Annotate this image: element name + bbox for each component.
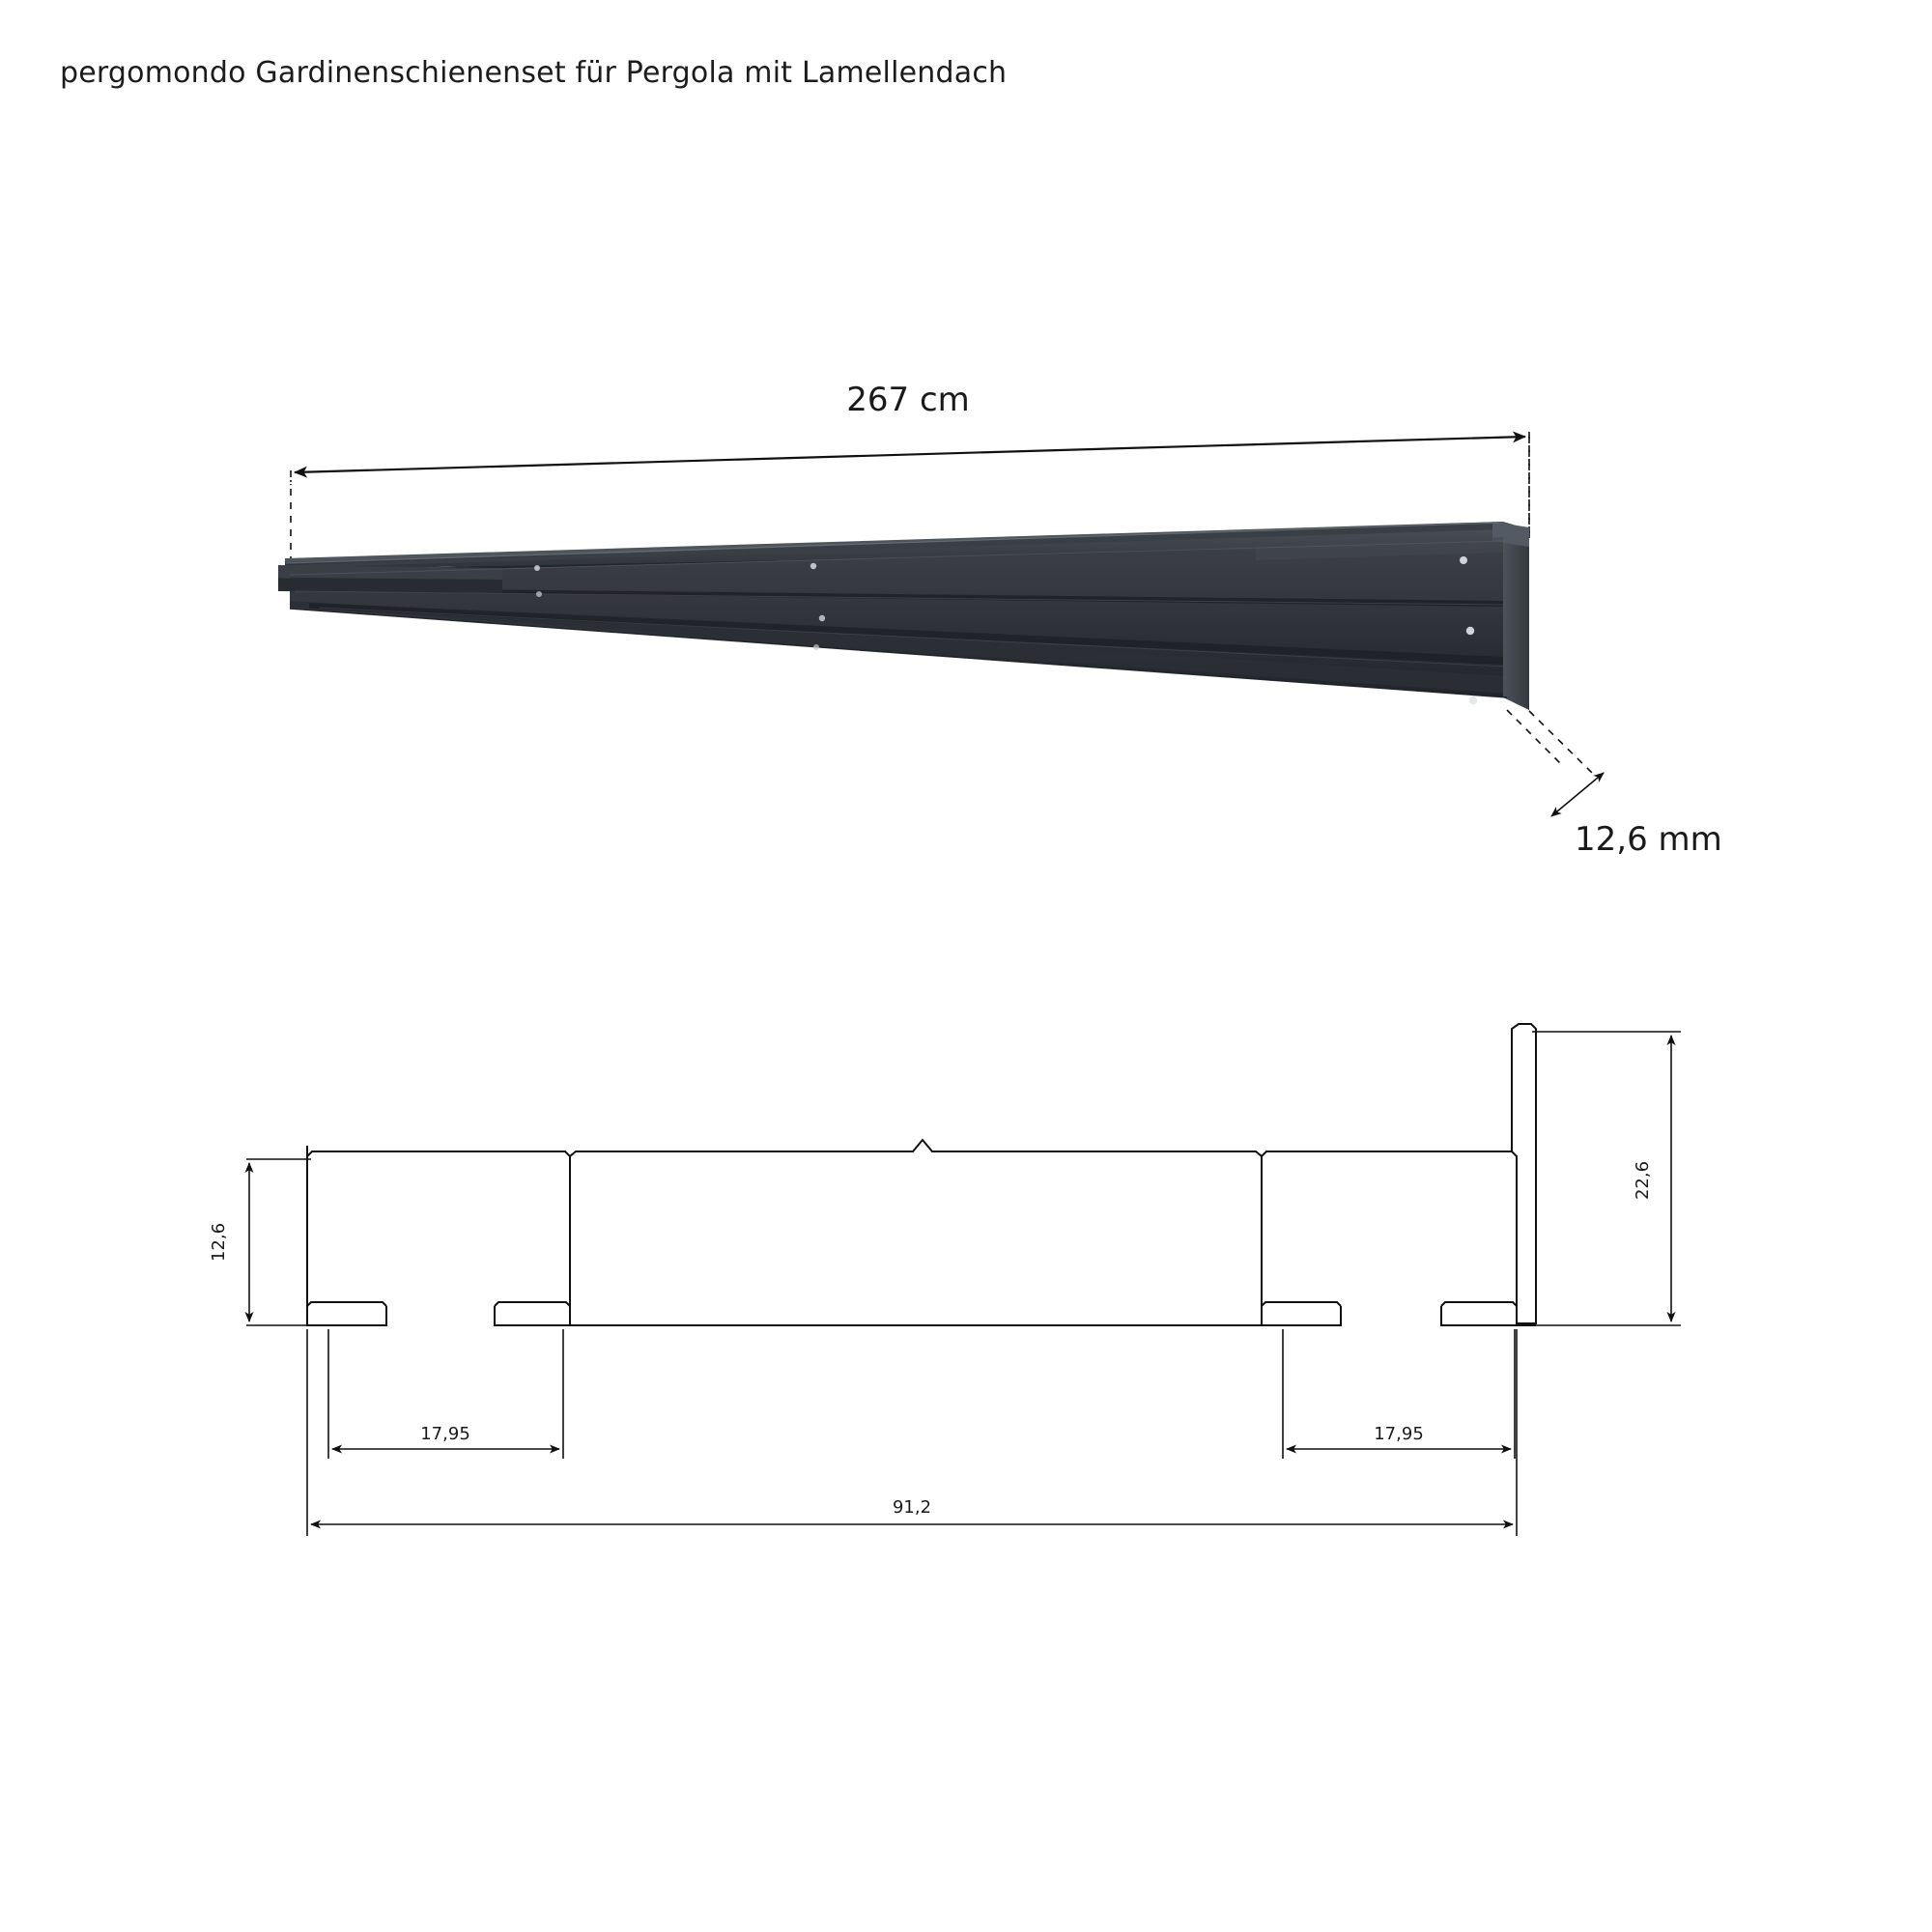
length-label: 267 cm xyxy=(846,381,970,419)
depth-label: 12,6 mm xyxy=(1575,820,1722,859)
left-channel-label: 17,95 xyxy=(420,1424,470,1444)
right-height-label: 22,6 xyxy=(1633,1160,1653,1201)
left-height-dimension xyxy=(209,1159,311,1325)
profile-outline xyxy=(307,1024,1536,1325)
page-title: pergomondo Gardinenschienenset für Pergola mit Lamellendach xyxy=(60,56,1008,90)
left-channel-dimension xyxy=(328,1329,563,1459)
total-width-label: 91,2 xyxy=(892,1497,932,1518)
right-height-dimension xyxy=(1532,1032,1681,1325)
right-channel-dimension xyxy=(1283,1329,1515,1459)
right-channel-label: 17,95 xyxy=(1374,1424,1424,1444)
total-width-dimension xyxy=(307,1329,1517,1536)
left-height-label: 12,6 xyxy=(209,1222,229,1263)
